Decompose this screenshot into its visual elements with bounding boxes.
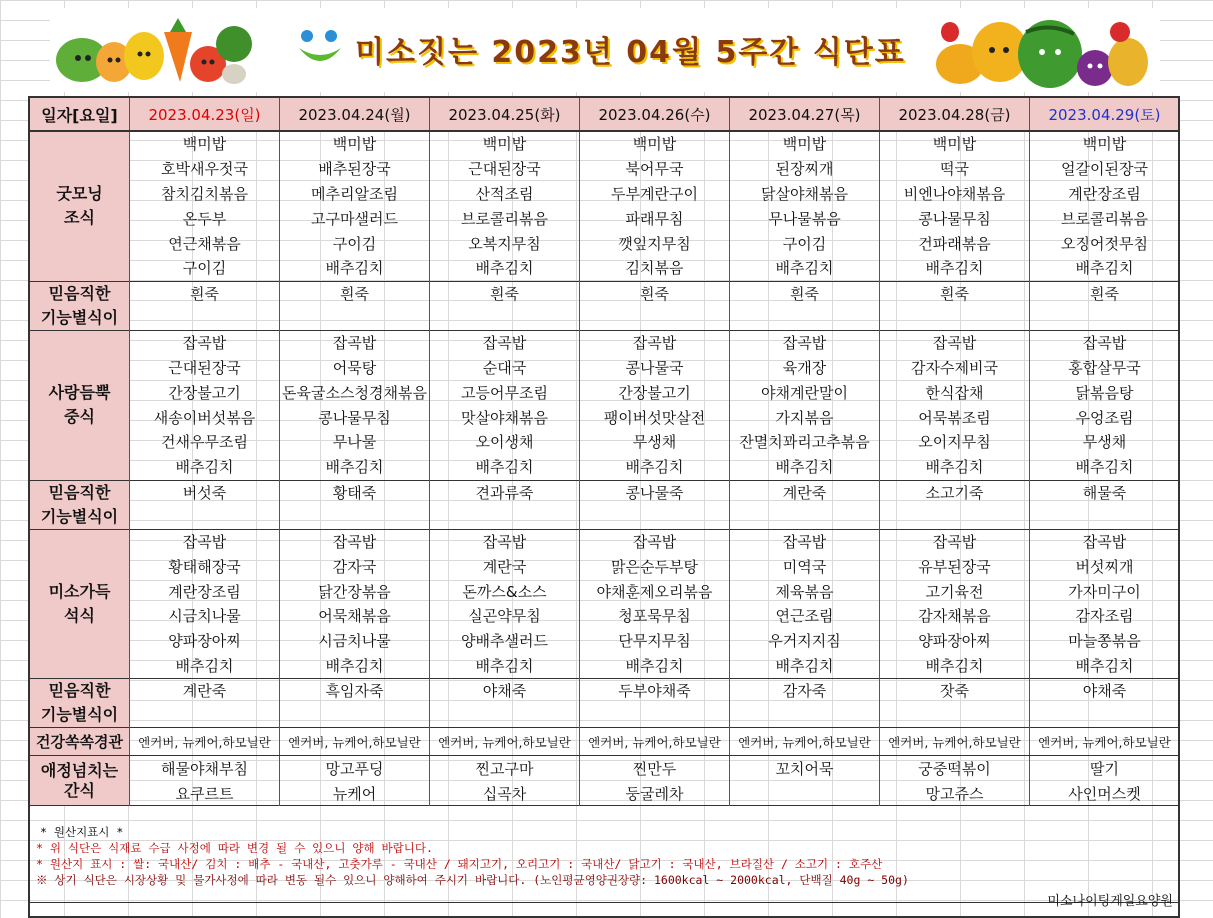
lunch-menu-item: 돈육굴소스청경채볶음 bbox=[280, 380, 430, 405]
health-item: 엔커버, 뉴케어,하모닐란 bbox=[430, 728, 580, 756]
breakfast-menu-item: 연근채볶음 bbox=[130, 231, 280, 256]
lunch-porridge-label bbox=[30, 480, 130, 529]
breakfast-porridge-empty-cell bbox=[280, 306, 430, 331]
lunch-menu-item: 한식잡채 bbox=[880, 380, 1030, 405]
lunch-label-line: 중식 bbox=[64, 407, 95, 427]
health-item: 엔커버, 뉴케어,하모닐란 bbox=[130, 728, 280, 756]
lunch-menu-item: 새송이버섯볶음 bbox=[130, 405, 280, 430]
breakfast-menu-item: 김치볶음 bbox=[580, 256, 730, 281]
lunch-porridge-empty-cell bbox=[730, 505, 880, 530]
breakfast-menu-item: 오복지무침 bbox=[430, 231, 580, 256]
lunch-menu-item: 건새우무조림 bbox=[130, 430, 280, 455]
dinner-menu-item: 단무지무침 bbox=[580, 629, 730, 654]
lunch-menu-item: 잡곡밥 bbox=[1030, 330, 1180, 355]
lunch-menu-item: 배추김치 bbox=[130, 455, 280, 480]
lunch-menu-item: 간장불고기 bbox=[130, 380, 280, 405]
lunch-label bbox=[30, 330, 130, 480]
health-item: 엔커버, 뉴케어,하모닐란 bbox=[580, 728, 730, 756]
breakfast-porridge-empty-cell bbox=[430, 306, 580, 331]
dinner-porridge-item: 계란죽 bbox=[130, 679, 280, 704]
lunch-menu-item: 간장불고기 bbox=[580, 380, 730, 405]
health-item: 엔커버, 뉴케어,하모닐란 bbox=[280, 728, 430, 756]
health-row bbox=[30, 728, 1180, 756]
breakfast-menu-item: 브로콜리볶음 bbox=[1030, 206, 1180, 231]
breakfast-porridge-item: 흰죽 bbox=[280, 281, 430, 306]
dinner-porridge-item: 흑임자죽 bbox=[280, 679, 430, 704]
breakfast-porridge-label bbox=[30, 281, 130, 330]
vegetables-illustration bbox=[52, 12, 252, 88]
notes-box bbox=[30, 806, 1179, 888]
dinner-label-line: 석식 bbox=[64, 605, 95, 625]
dinner-menu-item: 유부된장국 bbox=[880, 554, 1030, 579]
lunch-row bbox=[30, 356, 1180, 381]
date-header-tue: 2023.04.25(화) bbox=[430, 97, 580, 131]
lunch-menu-item: 무생채 bbox=[1030, 430, 1180, 455]
breakfast-menu-item: 떡국 bbox=[880, 157, 1030, 182]
lunch-porridge-item: 소고기죽 bbox=[880, 480, 1030, 505]
breakfast-menu-item: 브로콜리볶음 bbox=[430, 206, 580, 231]
lunch-menu-item: 우엉조림 bbox=[1030, 405, 1180, 430]
breakfast-porridge-empty-cell bbox=[130, 306, 280, 331]
breakfast-porridge-item: 흰죽 bbox=[730, 281, 880, 306]
breakfast-menu-item: 깻잎지무침 bbox=[580, 231, 730, 256]
lunch-menu-item: 맛살야채볶음 bbox=[430, 405, 580, 430]
breakfast-menu-item: 고구마샐러드 bbox=[280, 206, 430, 231]
lunch-menu-item: 순대국 bbox=[430, 356, 580, 381]
lunch-menu-item: 잡곡밥 bbox=[280, 330, 430, 355]
breakfast-menu-item: 비엔나야채볶음 bbox=[880, 182, 1030, 207]
snack-item: 딸기 bbox=[1030, 756, 1180, 781]
dinner-menu-item: 야채훈제오리볶음 bbox=[580, 579, 730, 604]
lunch-porridge-item: 해물죽 bbox=[1030, 480, 1180, 505]
lunch-menu-item: 야채계란말이 bbox=[730, 380, 880, 405]
breakfast-menu-item: 오징어젓무침 bbox=[1030, 231, 1180, 256]
date-header-fri: 2023.04.28(금) bbox=[880, 97, 1030, 131]
dinner-porridge-empty-cell bbox=[1030, 703, 1180, 728]
breakfast-menu-item: 북어무국 bbox=[580, 157, 730, 182]
snack-item: 망고쥬스 bbox=[880, 781, 1030, 806]
lunch-porridge-item: 계란죽 bbox=[730, 480, 880, 505]
dinner-menu-item: 잡곡밥 bbox=[730, 529, 880, 554]
lunch-row bbox=[30, 430, 1180, 455]
dinner-porridge-item: 두부야채죽 bbox=[580, 679, 730, 704]
health-item: 엔커버, 뉴케어,하모닐란 bbox=[1030, 728, 1180, 756]
dinner-porridge-label-line: 믿음직한 bbox=[48, 681, 111, 701]
lunch-menu-item: 콩나물국 bbox=[580, 356, 730, 381]
breakfast-menu-item: 백미밥 bbox=[880, 131, 1030, 157]
breakfast-menu-item: 근대된장국 bbox=[430, 157, 580, 182]
snack-item bbox=[730, 781, 880, 806]
lunch-menu-item: 무생채 bbox=[580, 430, 730, 455]
snack-row bbox=[30, 781, 1180, 806]
lunch-menu-item: 잡곡밥 bbox=[130, 330, 280, 355]
dinner-menu-item: 감자채볶음 bbox=[880, 604, 1030, 629]
lunch-menu-item: 배추김치 bbox=[430, 455, 580, 480]
dinner-menu-item: 배추김치 bbox=[430, 654, 580, 679]
breakfast-menu-item: 배추된장국 bbox=[280, 157, 430, 182]
breakfast-porridge-empty-cell bbox=[880, 306, 1030, 331]
lunch-menu-item: 잡곡밥 bbox=[880, 330, 1030, 355]
dinner-menu-item: 미역국 bbox=[730, 554, 880, 579]
breakfast-menu-item: 파래무침 bbox=[580, 206, 730, 231]
breakfast-menu-item: 참치김치볶음 bbox=[130, 182, 280, 207]
lunch-menu-item: 배추김치 bbox=[880, 455, 1030, 480]
dinner-porridge-row bbox=[30, 703, 1180, 728]
dinner-menu-item: 시금치나물 bbox=[280, 629, 430, 654]
breakfast-menu-item: 된장찌개 bbox=[730, 157, 880, 182]
breakfast-menu-item: 배추김치 bbox=[880, 256, 1030, 281]
dinner-porridge-item: 야채죽 bbox=[1030, 679, 1180, 704]
dinner-menu-item: 잡곡밥 bbox=[280, 529, 430, 554]
dinner-porridge-empty-cell bbox=[880, 703, 1030, 728]
lunch-label-line: 사랑듬뿍 bbox=[48, 383, 111, 403]
breakfast-menu-item: 계란장조림 bbox=[1030, 182, 1180, 207]
snack-item: 궁중떡볶이 bbox=[880, 756, 1030, 781]
lunch-menu-item: 오이생채 bbox=[430, 430, 580, 455]
breakfast-label-line: 굿모닝 bbox=[56, 184, 103, 204]
dinner-menu-item: 돈까스&소스 bbox=[430, 579, 580, 604]
breakfast-porridge-item: 흰죽 bbox=[580, 281, 730, 306]
lunch-menu-item: 어묵볶조림 bbox=[880, 405, 1030, 430]
notes-row bbox=[30, 806, 1180, 903]
lunch-porridge-empty-cell bbox=[880, 505, 1030, 530]
breakfast-menu-item: 구이김 bbox=[730, 231, 880, 256]
dinner-menu-item: 계란국 bbox=[430, 554, 580, 579]
breakfast-porridge-item: 흰죽 bbox=[880, 281, 1030, 306]
dinner-porridge-empty-cell bbox=[280, 703, 430, 728]
breakfast-row bbox=[30, 206, 1180, 231]
lunch-row bbox=[30, 330, 1180, 355]
dinner-menu-item: 배추김치 bbox=[580, 654, 730, 679]
dinner-menu-item: 배추김치 bbox=[280, 654, 430, 679]
lunch-menu-item: 무나물 bbox=[280, 430, 430, 455]
dinner-menu-item: 시금치나물 bbox=[130, 604, 280, 629]
lunch-porridge-empty-cell bbox=[430, 505, 580, 530]
lunch-row bbox=[30, 455, 1180, 480]
dinner-menu-item: 고기육전 bbox=[880, 579, 1030, 604]
dinner-menu-item: 배추김치 bbox=[130, 654, 280, 679]
smile-logo-icon bbox=[295, 26, 345, 72]
lunch-porridge-row bbox=[30, 480, 1180, 505]
lunch-row bbox=[30, 380, 1180, 405]
lunch-porridge-label-line: 믿음직한 bbox=[48, 482, 111, 502]
breakfast-row bbox=[30, 131, 1180, 157]
lunch-menu-item: 가지볶음 bbox=[730, 405, 880, 430]
lunch-porridge-empty-cell bbox=[1030, 505, 1180, 530]
snack-label-line: 간식 bbox=[64, 780, 95, 800]
dinner-menu-item: 잡곡밥 bbox=[880, 529, 1030, 554]
breakfast-porridge-empty-cell bbox=[580, 306, 730, 331]
dinner-menu-item: 잡곡밥 bbox=[1030, 529, 1180, 554]
notes-heading: * 원산지표시 * bbox=[40, 825, 124, 840]
fruits-illustration bbox=[930, 12, 1160, 92]
breakfast-menu-item: 두부계란구이 bbox=[580, 182, 730, 207]
lunch-menu-item: 홍합살무국 bbox=[1030, 356, 1180, 381]
dinner-porridge-label-line: 기능별식이 bbox=[40, 705, 119, 725]
dinner-label-line: 미소가득 bbox=[48, 581, 111, 601]
breakfast-porridge-item: 흰죽 bbox=[130, 281, 280, 306]
health-item: 엔커버, 뉴케어,하모닐란 bbox=[730, 728, 880, 756]
lunch-menu-item: 팽이버섯맛살전 bbox=[580, 405, 730, 430]
breakfast-menu-item: 호박새우젓국 bbox=[130, 157, 280, 182]
breakfast-menu-item: 백미밥 bbox=[1030, 131, 1180, 157]
breakfast-menu-item: 무나물볶음 bbox=[730, 206, 880, 231]
lunch-menu-item: 잡곡밥 bbox=[730, 330, 880, 355]
notes-cell bbox=[30, 806, 1180, 903]
snack-item: 찐만두 bbox=[580, 756, 730, 781]
breakfast-row bbox=[30, 256, 1180, 281]
date-header-thu: 2023.04.27(목) bbox=[730, 97, 880, 131]
dinner-menu-item: 양파장아찌 bbox=[130, 629, 280, 654]
dinner-porridge-label bbox=[30, 679, 130, 728]
lunch-porridge-row bbox=[30, 505, 1180, 530]
breakfast-label bbox=[30, 131, 130, 281]
dinner-menu-item: 가자미구이 bbox=[1030, 579, 1180, 604]
breakfast-menu-item: 구이김 bbox=[130, 256, 280, 281]
lunch-menu-item: 근대된장국 bbox=[130, 356, 280, 381]
dinner-menu-item: 잡곡밥 bbox=[430, 529, 580, 554]
dinner-menu-item: 배추김치 bbox=[880, 654, 1030, 679]
dinner-menu-item: 마늘쫑볶음 bbox=[1030, 629, 1180, 654]
breakfast-menu-item: 백미밥 bbox=[730, 131, 880, 157]
notes-line-1: * 위 식단은 식재료 수급 사정에 따라 변경 될 수 있으니 양해 바랍니다. bbox=[36, 841, 433, 856]
breakfast-menu-item: 백미밥 bbox=[280, 131, 430, 157]
lunch-menu-item: 배추김치 bbox=[280, 455, 430, 480]
dinner-label bbox=[30, 529, 130, 679]
breakfast-row bbox=[30, 157, 1180, 182]
header-row bbox=[30, 97, 1180, 131]
dinner-menu-item: 양배추샐러드 bbox=[430, 629, 580, 654]
breakfast-menu-item: 백미밥 bbox=[580, 131, 730, 157]
snack-item: 해물야채부침 bbox=[130, 756, 280, 781]
lunch-porridge-empty-cell bbox=[130, 505, 280, 530]
snack-row bbox=[30, 756, 1180, 781]
lunch-porridge-item: 황태죽 bbox=[280, 480, 430, 505]
breakfast-porridge-item: 흰죽 bbox=[430, 281, 580, 306]
dinner-porridge-empty-cell bbox=[580, 703, 730, 728]
dinner-row bbox=[30, 629, 1180, 654]
dinner-row bbox=[30, 579, 1180, 604]
menu-table bbox=[29, 96, 1180, 903]
breakfast-porridge-row bbox=[30, 306, 1180, 331]
dinner-menu-item: 버섯찌개 bbox=[1030, 554, 1180, 579]
lunch-porridge-empty-cell bbox=[280, 505, 430, 530]
breakfast-porridge-empty-cell bbox=[1030, 306, 1180, 331]
breakfast-porridge-empty-cell bbox=[730, 306, 880, 331]
lunch-porridge-label-line: 기능별식이 bbox=[40, 506, 119, 526]
dinner-menu-item: 어묵채볶음 bbox=[280, 604, 430, 629]
dinner-menu-item: 감자조림 bbox=[1030, 604, 1180, 629]
lunch-menu-item: 오이지무침 bbox=[880, 430, 1030, 455]
date-header-sun: 2023.04.23(일) bbox=[130, 97, 280, 131]
snack-item: 찐고구마 bbox=[430, 756, 580, 781]
dinner-row bbox=[30, 554, 1180, 579]
breakfast-menu-item: 산적조림 bbox=[430, 182, 580, 207]
lunch-menu-item: 배추김치 bbox=[580, 455, 730, 480]
breakfast-porridge-label-line: 믿음직한 bbox=[48, 283, 111, 303]
dinner-row bbox=[30, 529, 1180, 554]
notes-line-3: ※ 상기 식단은 시장상황 및 물가사정에 따라 변동 될수 있으니 양해하여 주시기 바랍니다. (노인평균영양권장량: 1600kcal ~ 2000kcal, 단백질 40g ~ 50g) bbox=[36, 873, 909, 888]
dinner-menu-item: 양파장아찌 bbox=[880, 629, 1030, 654]
dinner-menu-item: 잡곡밥 bbox=[130, 529, 280, 554]
snack-label bbox=[30, 756, 130, 806]
health-item: 엔커버, 뉴케어,하모닐란 bbox=[880, 728, 1030, 756]
breakfast-menu-item: 백미밥 bbox=[430, 131, 580, 157]
breakfast-menu-item: 백미밥 bbox=[130, 131, 280, 157]
lunch-menu-item: 잔멸치꽈리고추볶음 bbox=[730, 430, 880, 455]
lunch-row bbox=[30, 405, 1180, 430]
breakfast-row bbox=[30, 182, 1180, 207]
lunch-porridge-item: 콩나물죽 bbox=[580, 480, 730, 505]
date-column-header: 일자[요일] bbox=[30, 97, 130, 131]
snack-item: 둥굴레차 bbox=[580, 781, 730, 806]
dinner-menu-item: 우거지지짐 bbox=[730, 629, 880, 654]
breakfast-menu-item: 배추김치 bbox=[1030, 256, 1180, 281]
date-header-mon: 2023.04.24(월) bbox=[280, 97, 430, 131]
dinner-menu-item: 실곤약무침 bbox=[430, 604, 580, 629]
dinner-menu-item: 배추김치 bbox=[1030, 654, 1180, 679]
breakfast-menu-item: 구이김 bbox=[280, 231, 430, 256]
lunch-menu-item: 배추김치 bbox=[1030, 455, 1180, 480]
dinner-porridge-item: 잣죽 bbox=[880, 679, 1030, 704]
dinner-porridge-row bbox=[30, 679, 1180, 704]
dinner-menu-item: 황태해장국 bbox=[130, 554, 280, 579]
dinner-menu-item: 잡곡밥 bbox=[580, 529, 730, 554]
dinner-menu-item: 배추김치 bbox=[730, 654, 880, 679]
snack-item: 꼬치어묵 bbox=[730, 756, 880, 781]
breakfast-porridge-item: 흰죽 bbox=[1030, 281, 1180, 306]
snack-item: 뉴케어 bbox=[280, 781, 430, 806]
dinner-porridge-empty-cell bbox=[430, 703, 580, 728]
dinner-porridge-empty-cell bbox=[130, 703, 280, 728]
lunch-menu-item: 육개장 bbox=[730, 356, 880, 381]
lunch-menu-item: 고등어무조림 bbox=[430, 380, 580, 405]
dinner-menu-item: 맑은순두부탕 bbox=[580, 554, 730, 579]
dinner-menu-item: 닭간장볶음 bbox=[280, 579, 430, 604]
lunch-menu-item: 배추김치 bbox=[730, 455, 880, 480]
lunch-porridge-item: 버섯죽 bbox=[130, 480, 280, 505]
breakfast-menu-item: 건파래볶음 bbox=[880, 231, 1030, 256]
breakfast-menu-item: 콩나물무침 bbox=[880, 206, 1030, 231]
lunch-menu-item: 잡곡밥 bbox=[580, 330, 730, 355]
dinner-porridge-empty-cell bbox=[730, 703, 880, 728]
date-header-sat: 2023.04.29(토) bbox=[1030, 97, 1180, 131]
snack-item: 사인머스켓 bbox=[1030, 781, 1180, 806]
breakfast-menu-item: 메추리알조림 bbox=[280, 182, 430, 207]
breakfast-menu-item: 온두부 bbox=[130, 206, 280, 231]
snack-item: 요쿠르트 bbox=[130, 781, 280, 806]
lunch-menu-item: 콩나물무침 bbox=[280, 405, 430, 430]
breakfast-row bbox=[30, 231, 1180, 256]
snack-item: 십곡차 bbox=[430, 781, 580, 806]
snack-label-line: 애정넘치는 bbox=[40, 760, 119, 780]
dinner-menu-item: 청포묵무침 bbox=[580, 604, 730, 629]
breakfast-porridge-label-line: 기능별식이 bbox=[40, 307, 119, 327]
breakfast-menu-item: 배추김치 bbox=[280, 256, 430, 281]
snack-item: 망고푸딩 bbox=[280, 756, 430, 781]
date-header-wed: 2023.04.26(수) bbox=[580, 97, 730, 131]
breakfast-menu-item: 배추김치 bbox=[730, 256, 880, 281]
breakfast-menu-item: 배추김치 bbox=[430, 256, 580, 281]
dinner-porridge-item: 야채죽 bbox=[430, 679, 580, 704]
breakfast-porridge-row bbox=[30, 281, 1180, 306]
notes-line-2: * 원산지 표시 : 쌀: 국내산/ 김치 : 배추 - 국내산, 고춧가루 - 국내산 / 돼지고기, 오리고기 : 국내산/ 닭고기 : 국내산, 브라질산 / 소고기 : 호주산 bbox=[36, 857, 883, 872]
title-banner bbox=[50, 8, 1160, 92]
breakfast-label-line: 조식 bbox=[64, 208, 95, 228]
dinner-menu-item: 감자국 bbox=[280, 554, 430, 579]
lunch-menu-item: 잡곡밥 bbox=[430, 330, 580, 355]
health-label: 건강쏙쏙경관 bbox=[30, 728, 130, 756]
facility-name: 미소나이팅게일요양원 bbox=[1047, 894, 1173, 909]
dinner-row bbox=[30, 654, 1180, 679]
breakfast-menu-item: 얼갈이된장국 bbox=[1030, 157, 1180, 182]
dinner-menu-item: 계란장조림 bbox=[130, 579, 280, 604]
page-title: 미소짓는 2023년 04월 5주간 식단표 bbox=[355, 35, 906, 70]
dinner-menu-item: 제육볶음 bbox=[730, 579, 880, 604]
lunch-menu-item: 어묵탕 bbox=[280, 356, 430, 381]
lunch-porridge-item: 견과류죽 bbox=[430, 480, 580, 505]
dinner-porridge-item: 감자죽 bbox=[730, 679, 880, 704]
menu-body bbox=[30, 131, 1180, 903]
dinner-row bbox=[30, 604, 1180, 629]
lunch-menu-item: 감자수제비국 bbox=[880, 356, 1030, 381]
lunch-menu-item: 닭볶음탕 bbox=[1030, 380, 1180, 405]
dinner-menu-item: 연근조림 bbox=[730, 604, 880, 629]
lunch-porridge-empty-cell bbox=[580, 505, 730, 530]
title-area bbox=[295, 26, 906, 72]
breakfast-menu-item: 닭살야채볶음 bbox=[730, 182, 880, 207]
